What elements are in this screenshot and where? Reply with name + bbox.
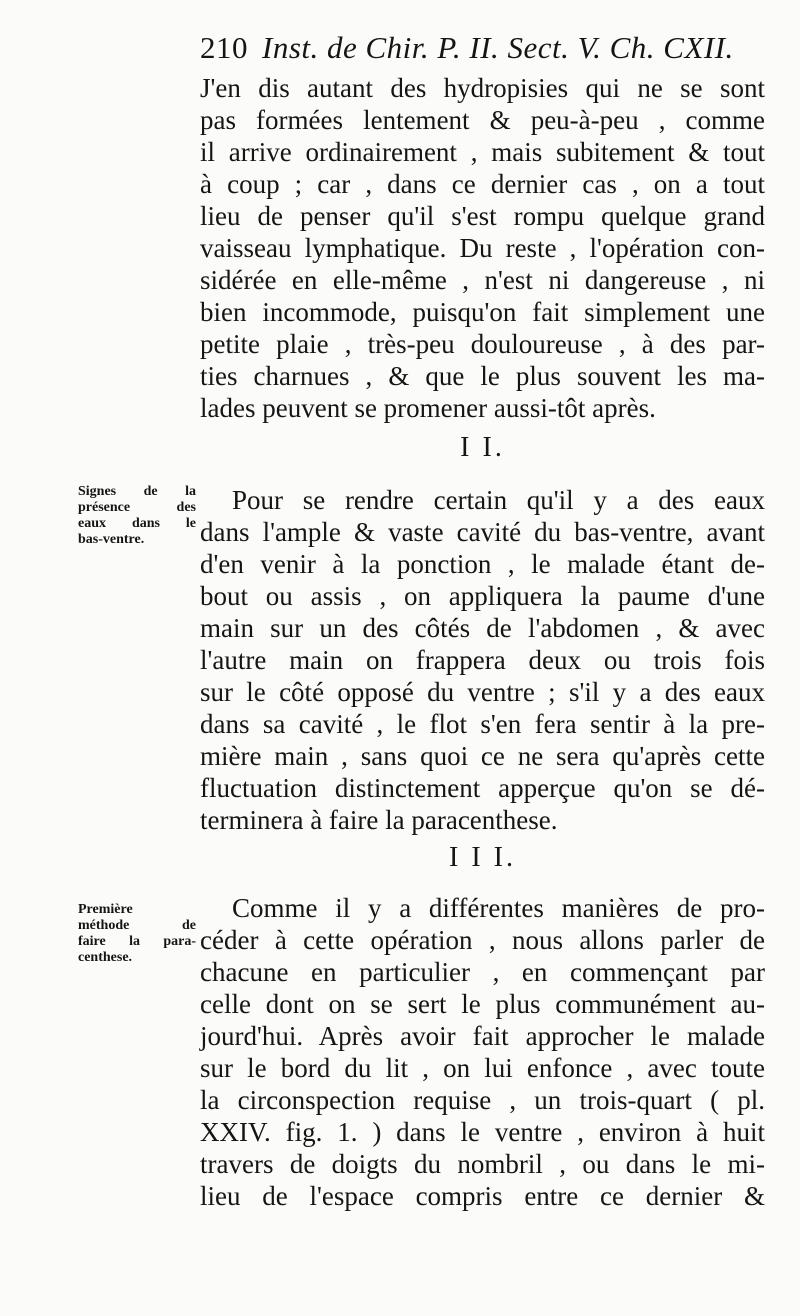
margin-note-line: faire la para- [78,934,196,949]
section-heading-3: I I I. [449,842,516,873]
text-line: dans l'ample & vaste cavité du bas-ventre, avant [200,517,765,547]
text-line: céder à cette opération , nous allons parler de [200,925,765,955]
text-line: lieu de l'espace compris entre ce dernier & [200,1181,765,1211]
margin-note-line: Première [78,902,133,917]
text-line: Comme il y a différentes manières de pro- [232,893,765,923]
text-line: sur le bord du lit , on lui enfonce , avec toute [200,1053,765,1083]
text-line: Pour se rendre certain qu'il y a des eaux [232,485,765,515]
text-line: jourd'hui. Après avoir fait approcher le malade [200,1021,765,1051]
text-line: la circonspection requise , un trois-quart ( pl. [200,1085,765,1115]
text-line: ties charnues , & que le plus souvent les ma- [200,361,765,391]
margin-note-section-2 [78,484,196,548]
running-title: Inst. de Chir. P. II. Sect. V. Ch. CXII. [262,30,734,65]
section-2-paragraph [200,484,765,836]
text-line: dans sa cavité , le flot s'en fera sentir à la pre- [200,709,765,739]
text-line: d'en venir à la ponction , le malade étant de- [200,549,765,579]
text-line: fluctuation distinctement apperçue qu'on se dé- [200,773,765,803]
text-line: J'en dis autant des hydropisies qui ne se sont [200,73,765,103]
text-line: chacune en particulier , en commençant par [200,957,765,987]
page-number: 210 [200,30,248,65]
text-line: main sur un des côtés de l'abdomen , & avec [200,613,765,643]
text-line: bien incommode, puisqu'on fait simplement une [200,297,765,327]
margin-note-section-3 [78,902,196,966]
text-line: celle dont on se sert le plus communément au- [200,989,765,1019]
text-line: il arrive ordinairement , mais subitement & tout [200,137,765,167]
text-line: bout ou assis , on appliquera la paume d'une [200,581,765,611]
text-line: à coup ; car , dans ce dernier cas , on a tout [200,169,765,199]
margin-note-line: Signes de la [78,484,196,499]
margin-note-line: méthode de [78,918,196,933]
text-line: vaisseau lymphatique. Du reste , l'opération con- [200,233,765,263]
margin-note-line: centhese. [78,950,133,965]
text-line: pas formées lentement & peu-à-peu , comme [200,105,765,135]
margin-note-line: présence des [78,500,196,515]
running-header [200,30,760,66]
paragraph-continued [200,72,765,424]
text-line: sur le côté opposé du ventre ; s'il y a des eaux [200,677,765,707]
section-heading-2: I I. [460,432,505,463]
text-line: travers de doigts du nombril , ou dans le mi- [200,1149,765,1179]
text-line: sidérée en elle-même , n'est ni dangereuse , ni [200,265,765,295]
text-line: XXIV. fig. 1. ) dans le ventre , environ à huit [200,1117,765,1147]
text-line: lieu de penser qu'il s'est rompu quelque grand [200,201,765,231]
section-3-paragraph [200,892,765,1212]
text-line: terminera à faire la paracenthese. [200,805,558,835]
text-line: mière main , sans quoi ce ne sera qu'après cette [200,741,765,771]
text-line: petite plaie , très-peu douloureuse , à des par- [200,329,765,359]
text-line: l'autre main on frappera deux ou trois fois [200,645,765,675]
margin-note-line: eaux dans le [78,516,196,531]
text-line: lades peuvent se promener aussi-tôt après. [200,393,656,423]
margin-note-line: bas-ventre. [78,532,145,547]
